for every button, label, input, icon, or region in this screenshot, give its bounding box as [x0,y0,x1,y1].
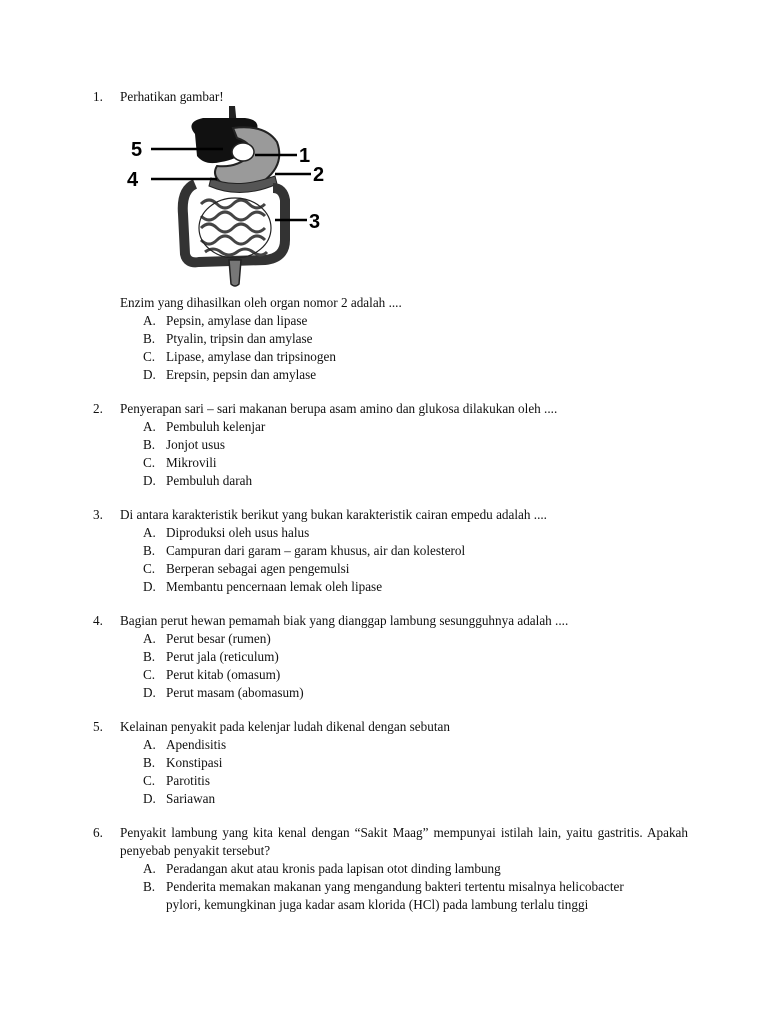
options-list [143,630,693,702]
option-d[interactable] [143,684,693,702]
option-letter: D. [143,685,156,700]
option-text: Ptyalin, tripsin dan amylase [166,331,313,346]
question-number: 5. [93,719,103,734]
question-3 [93,506,693,596]
option-letter: B. [143,331,156,346]
option-text: Diproduksi oleh usus halus [166,525,310,540]
option-d[interactable] [143,790,693,808]
question-text: Di antara karakteristik berikut yang bukan karakteristik cairan empedu adalah .... [120,507,547,522]
option-text: Parotitis [166,773,210,788]
option-letter: D. [143,367,156,382]
options-list [143,418,693,490]
option-a[interactable] [143,860,643,878]
question-number: 2. [93,401,103,416]
option-letter: A. [143,525,156,540]
option-a[interactable] [143,418,693,436]
question-stem: Enzim yang dihasilkan oleh organ nomor 2 adalah .... [120,295,402,310]
question-text: Kelainan penyakit pada kelenjar ludah dikenal dengan sebutan [120,719,450,734]
option-b[interactable] [143,436,693,454]
question-4 [93,612,693,702]
figure-label-3: 3 [309,211,321,233]
option-letter: B. [143,437,156,452]
option-c[interactable] [143,666,693,684]
question-text: Bagian perut hewan pemamah biak yang dianggap lambung sesungguhnya adalah .... [120,613,569,628]
question-text: Penyerapan sari – sari makanan berupa asam amino dan glukosa dilakukan oleh .... [120,401,558,416]
option-c[interactable] [143,348,693,366]
option-text: Penderita memakan makanan yang mengandung bakteri tertentu misalnya helicobacter pylori, kemungkinan juga kadar asam klorida (HCl) pada lambung terlalu tinggi [166,879,624,912]
digestive-system-figure [125,104,335,288]
option-c[interactable] [143,772,693,790]
question-number: 3. [93,507,103,522]
option-text: Pepsin, amylase dan lipase [166,313,308,328]
option-c[interactable] [143,454,693,472]
option-letter: B. [143,649,156,664]
option-text: Sariawan [166,791,216,806]
question-6 [93,824,693,914]
question-number: 1. [93,89,103,104]
figure-label-4: 4 [127,169,139,191]
option-d[interactable] [143,578,693,596]
option-text: Perut besar (rumen) [166,631,271,646]
option-a[interactable] [143,630,693,648]
question-2 [93,400,693,490]
option-a[interactable] [143,736,693,754]
option-letter: C. [143,667,156,682]
option-b[interactable] [143,330,693,348]
option-letter: B. [143,879,156,894]
question-1-stem [93,294,693,384]
option-text: Pembuluh kelenjar [166,419,266,434]
option-letter: C. [143,455,156,470]
option-text: Perut kitab (omasum) [166,667,281,682]
question-5 [93,718,693,808]
option-text: Campuran dari garam – garam khusus, air dan kolesterol [166,543,466,558]
option-text: Membantu pencernaan lemak oleh lipase [166,579,383,594]
option-letter: C. [143,349,156,364]
option-letter: D. [143,579,156,594]
option-b[interactable] [143,542,693,560]
option-letter: A. [143,313,156,328]
option-c[interactable] [143,560,693,578]
option-text: Pembuluh darah [166,473,253,488]
option-text: Jonjot usus [166,437,225,452]
option-d[interactable] [143,366,693,384]
option-letter: A. [143,419,156,434]
option-letter: D. [143,473,156,488]
option-letter: A. [143,631,156,646]
option-letter: A. [143,861,156,876]
option-letter: D. [143,791,156,806]
option-text: Apendisitis [166,737,227,752]
option-text: Peradangan akut atau kronis pada lapisan otot dinding lambung [166,861,501,876]
option-letter: A. [143,737,156,752]
option-text: Lipase, amylase dan tripsinogen [166,349,336,364]
options-list [143,524,693,596]
option-a[interactable] [143,524,693,542]
figure-label-5: 5 [131,139,143,161]
option-b[interactable] [143,754,693,772]
option-letter: B. [143,543,156,558]
option-letter: B. [143,755,156,770]
option-b[interactable] [143,878,636,914]
option-text: Perut masam (abomasum) [166,685,304,700]
options-list [143,736,693,808]
option-letter: C. [143,561,156,576]
question-text: Perhatikan gambar! [120,89,224,104]
option-a[interactable] [143,312,693,330]
figure-label-2: 2 [313,164,325,186]
option-b[interactable] [143,648,693,666]
option-text: Perut jala (reticulum) [166,649,279,664]
option-text: Berperan sebagai agen pengemulsi [166,561,350,576]
option-text: Erepsin, pepsin dan amylase [166,367,317,382]
options-list [143,312,693,384]
options-list [143,860,643,914]
option-text: Mikrovili [166,455,217,470]
figure-label-1: 1 [299,145,311,167]
question-number: 6. [93,825,103,840]
question-text: Penyakit lambung yang kita kenal dengan “Sakit Maag” mempunyai istilah lain, yaitu gastritis. Apakah penyebab penyakit tersebut? [120,825,688,858]
option-d[interactable] [143,472,693,490]
option-letter: C. [143,773,156,788]
question-number: 4. [93,613,103,628]
option-text: Konstipasi [166,755,223,770]
